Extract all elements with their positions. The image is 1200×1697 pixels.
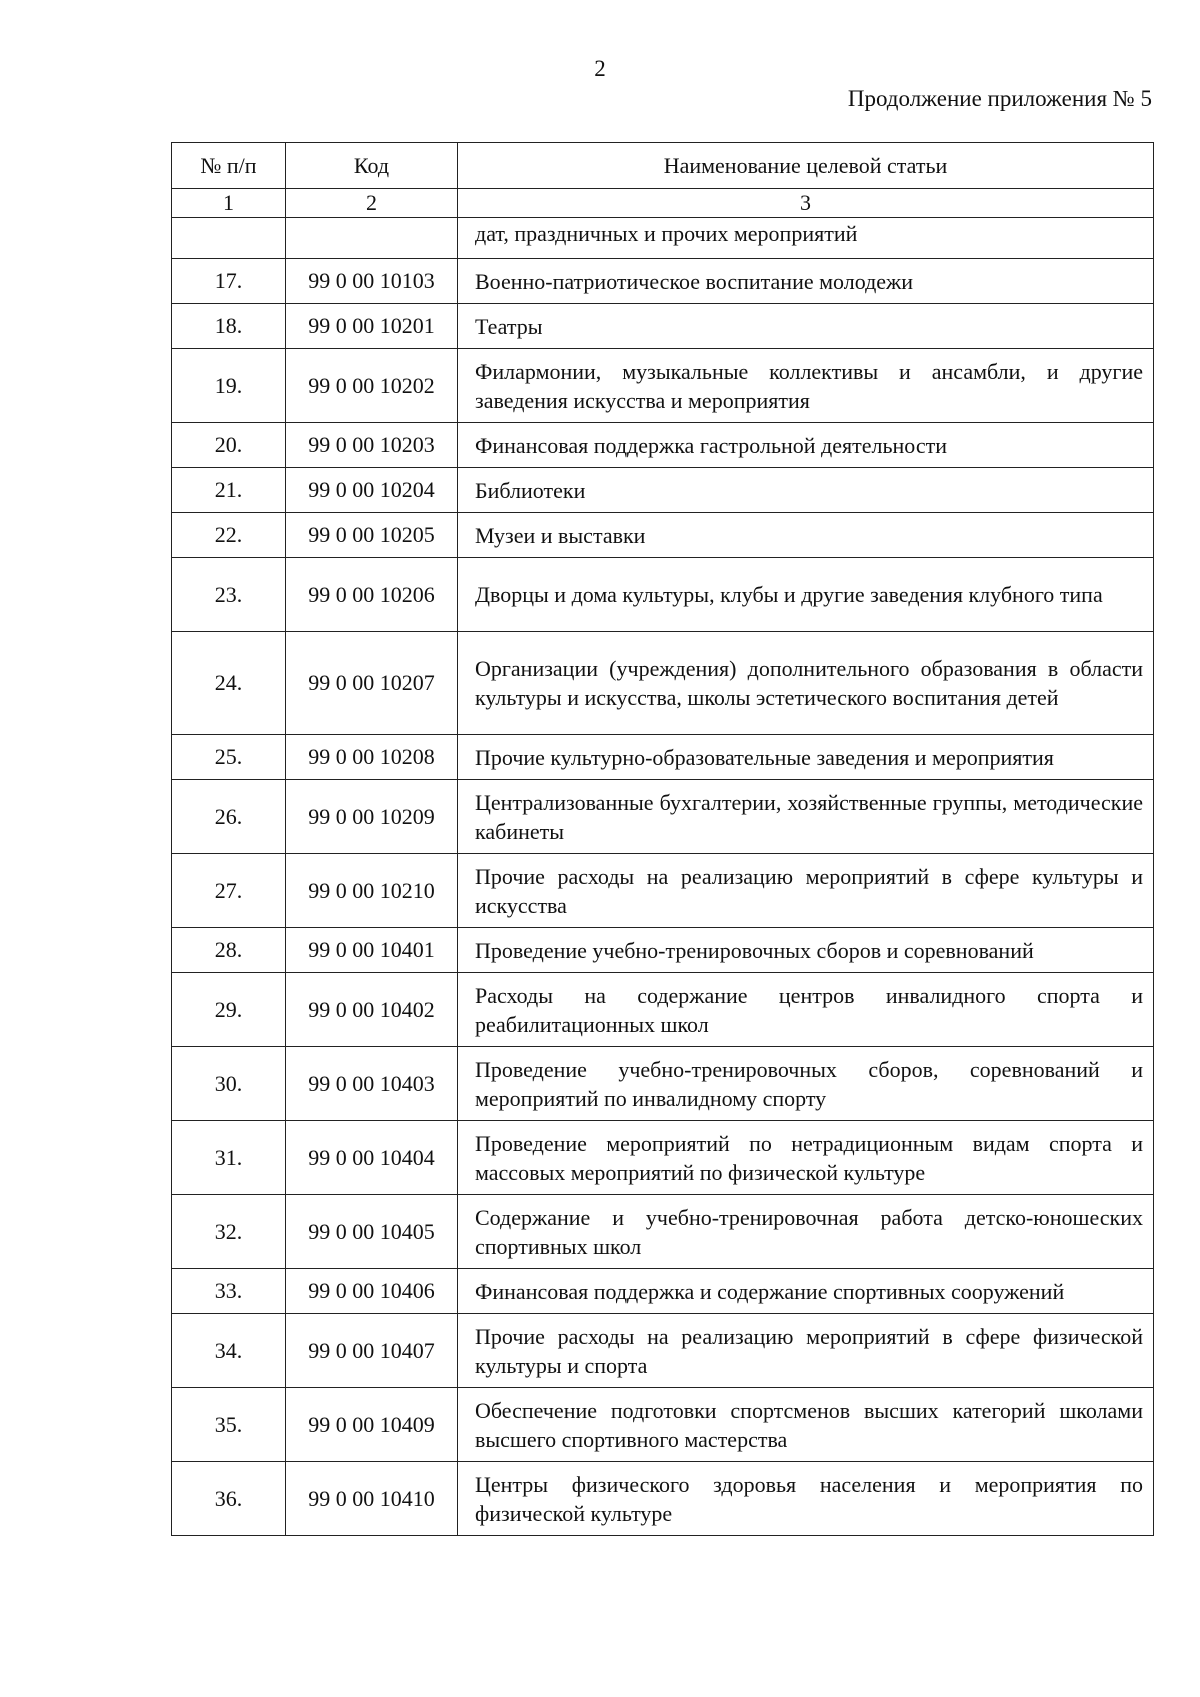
empty-cell [172, 218, 286, 259]
column-numbers-row [172, 189, 1154, 218]
row-code: 99 0 00 10205 [286, 513, 458, 558]
table-row [172, 735, 1154, 780]
target-articles-table [171, 142, 1154, 1536]
header-number: № п/п [172, 143, 286, 189]
row-code: 99 0 00 10201 [286, 304, 458, 349]
row-code: 99 0 00 10401 [286, 928, 458, 973]
column-number: 2 [286, 189, 458, 218]
row-number: 35. [172, 1388, 286, 1462]
table-row [172, 423, 1154, 468]
row-code: 99 0 00 10406 [286, 1269, 458, 1314]
row-code: 99 0 00 10210 [286, 854, 458, 928]
row-number: 34. [172, 1314, 286, 1388]
row-number: 21. [172, 468, 286, 513]
row-number: 19. [172, 349, 286, 423]
header-code: Код [286, 143, 458, 189]
row-name: Центры физического здоровья населения и мероприятия по физической культуре [458, 1462, 1154, 1536]
table-row [172, 349, 1154, 423]
row-number: 23. [172, 558, 286, 632]
row-code: 99 0 00 10204 [286, 468, 458, 513]
row-code: 99 0 00 10103 [286, 259, 458, 304]
column-number: 1 [172, 189, 286, 218]
row-code: 99 0 00 10409 [286, 1388, 458, 1462]
row-number: 18. [172, 304, 286, 349]
row-code: 99 0 00 10206 [286, 558, 458, 632]
header-name: Наименование целевой статьи [458, 143, 1154, 189]
row-name: Библиотеки [458, 468, 1154, 513]
table-row [172, 973, 1154, 1047]
table-row [172, 1047, 1154, 1121]
row-code: 99 0 00 10208 [286, 735, 458, 780]
table-row [172, 1388, 1154, 1462]
row-name: Военно-патриотическое воспитание молодежи [458, 259, 1154, 304]
row-name: Проведение учебно-тренировочных сборов и соревнований [458, 928, 1154, 973]
row-code: 99 0 00 10404 [286, 1121, 458, 1195]
table-row [172, 513, 1154, 558]
row-name: Организации (учреждения) дополнительного образования в области культуры и искусства, школы эстетического воспитания детей [458, 632, 1154, 735]
row-number: 29. [172, 973, 286, 1047]
table-row [172, 1195, 1154, 1269]
row-name: Прочие расходы на реализацию мероприятий в сфере физической культуры и спорта [458, 1314, 1154, 1388]
row-name: Дворцы и дома культуры, клубы и другие заведения клубного типа [458, 558, 1154, 632]
table-row [172, 304, 1154, 349]
row-name: Расходы на содержание центров инвалидного спорта и реабилитационных школ [458, 973, 1154, 1047]
row-code: 99 0 00 10207 [286, 632, 458, 735]
row-number: 33. [172, 1269, 286, 1314]
table-header-row [172, 143, 1154, 189]
row-number: 31. [172, 1121, 286, 1195]
row-number: 25. [172, 735, 286, 780]
row-code: 99 0 00 10407 [286, 1314, 458, 1388]
row-name: Финансовая поддержка гастрольной деятельности [458, 423, 1154, 468]
table-row [172, 854, 1154, 928]
empty-cell [286, 218, 458, 259]
row-number: 27. [172, 854, 286, 928]
table-row [172, 1462, 1154, 1536]
row-name: Обеспечение подготовки спортсменов высших категорий школами высшего спортивного мастерства [458, 1388, 1154, 1462]
table-row [172, 259, 1154, 304]
row-name: Прочие расходы на реализацию мероприятий в сфере культуры и искусства [458, 854, 1154, 928]
row-name: Проведение мероприятий по нетрадиционным видам спорта и массовых мероприятий по физической культуре [458, 1121, 1154, 1195]
row-name: Театры [458, 304, 1154, 349]
table-row [172, 632, 1154, 735]
table-row [172, 1121, 1154, 1195]
table-row [172, 468, 1154, 513]
row-code: 99 0 00 10405 [286, 1195, 458, 1269]
row-number: 36. [172, 1462, 286, 1536]
row-name: Музеи и выставки [458, 513, 1154, 558]
table-row [172, 1269, 1154, 1314]
row-name: Финансовая поддержка и содержание спортивных сооружений [458, 1269, 1154, 1314]
row-name: Проведение учебно-тренировочных сборов, соревнований и мероприятий по инвалидному спорту [458, 1047, 1154, 1121]
table-row [172, 558, 1154, 632]
continuation-row [172, 218, 1154, 259]
row-number: 22. [172, 513, 286, 558]
row-code: 99 0 00 10202 [286, 349, 458, 423]
row-number: 30. [172, 1047, 286, 1121]
row-code: 99 0 00 10209 [286, 780, 458, 854]
row-number: 32. [172, 1195, 286, 1269]
row-number: 28. [172, 928, 286, 973]
row-number: 17. [172, 259, 286, 304]
row-code: 99 0 00 10402 [286, 973, 458, 1047]
row-number: 24. [172, 632, 286, 735]
row-name: Филармонии, музыкальные коллективы и ансамбли, и другие заведения искусства и мероприятия [458, 349, 1154, 423]
row-code: 99 0 00 10403 [286, 1047, 458, 1121]
row-number: 26. [172, 780, 286, 854]
appendix-note: Продолжение приложения № 5 [847, 86, 1152, 111]
table-row [172, 1314, 1154, 1388]
row-name: Централизованные бухгалтерии, хозяйственные группы, методические кабинеты [458, 780, 1154, 854]
page-number: 2 [594, 56, 606, 81]
row-number: 20. [172, 423, 286, 468]
row-name: Содержание и учебно-тренировочная работа детско-юношеских спортивных школ [458, 1195, 1154, 1269]
table-row [172, 928, 1154, 973]
column-number: 3 [458, 189, 1154, 218]
row-code: 99 0 00 10203 [286, 423, 458, 468]
continuation-text: дат, праздничных и прочих мероприятий [458, 218, 1154, 259]
table-row [172, 780, 1154, 854]
row-name: Прочие культурно-образовательные заведения и мероприятия [458, 735, 1154, 780]
row-code: 99 0 00 10410 [286, 1462, 458, 1536]
